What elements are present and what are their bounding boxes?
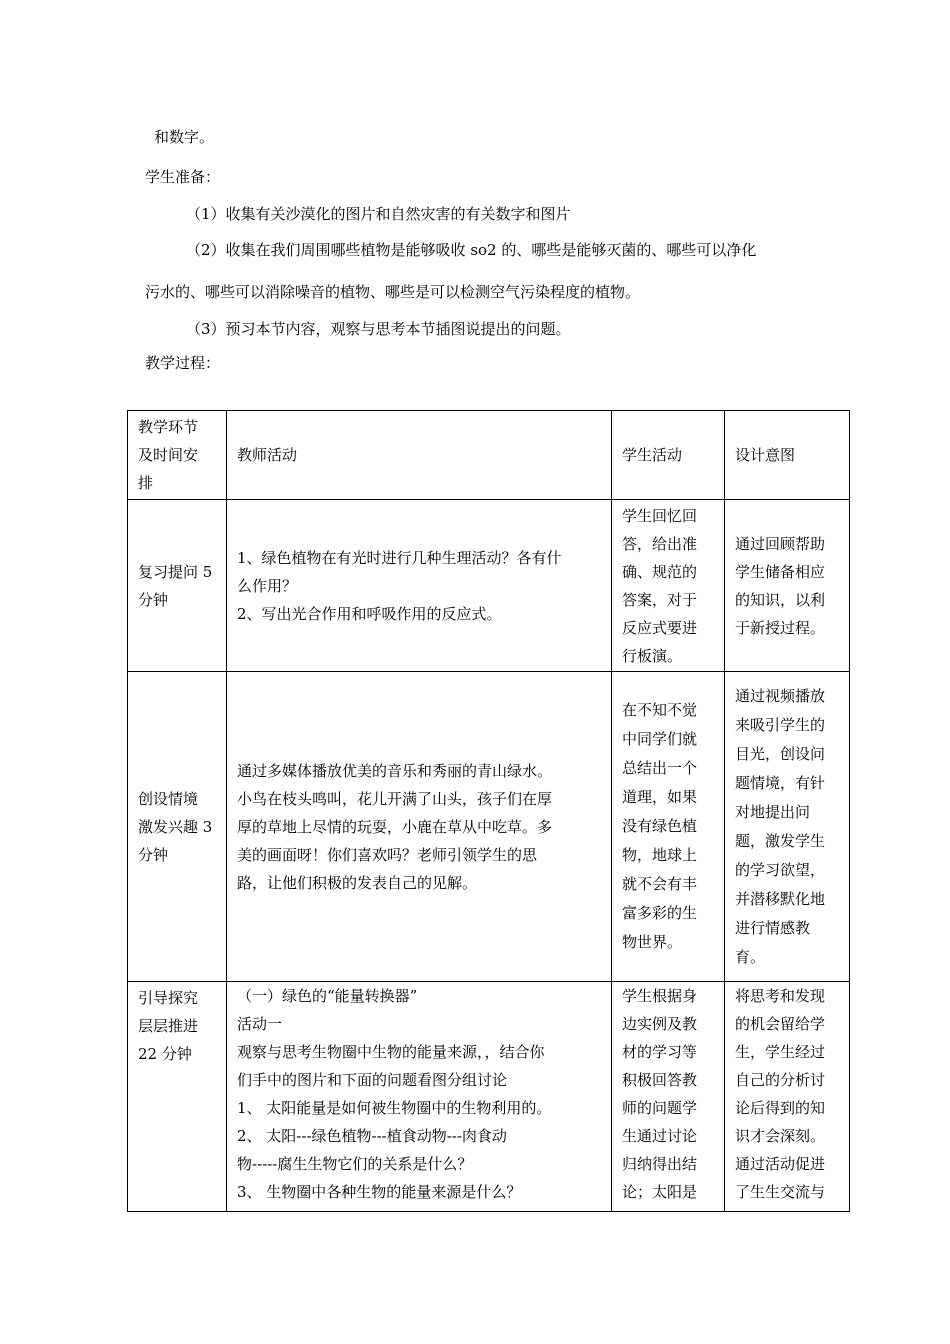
row2-teacher-cell [227,672,612,982]
row2-design-cell [725,672,850,982]
row1-student-cell [612,500,725,672]
row3-design: 将思考和发现 的机会留给学 生，学生经过 自己的分析讨 论后得到的知 识才会深刻。 通过活动促进 了生生交流与 [735,987,826,1201]
row3-stage: 引导探究 层层推进 22 分钟 [138,989,199,1063]
process-heading: 教学过程： [145,354,221,372]
row2-student-cell [612,672,725,982]
row2-teacher: 通过多媒体播放优美的音乐和秀丽的青山绿水。 小鸟在枝头鸣叫，花儿开满了山头，孩子们在厚 厚的草地上尽情的玩耍，小鹿在草从中吃草。多 美的画面呀！你们喜欢吗？老师引领学生的思 路，让他们积极的发表自己的见解。 [237,761,553,892]
header-student-cell [612,411,725,500]
row3-student: 学生根据身 边实例及教 材的学习等 积极回答教 师的问题学 生通过讨论 归纳得出结 论；太阳是 [622,987,698,1201]
header-design-cell [725,411,850,500]
row3-teacher: （一）绿色的“能量转换器” 活动一 观察与思考生物圈中生物的能量来源，，结合你 们手中的图片和下面的问题看图分组讨论 1、 太阳能量是如何被生物圈中的生物利用的。 2、 太阳---绿色植物---植食动物---肉食动 物-----腐生生物它们的关系是什么？ 3、 生物圈中各种生物的能量来源是什么？ [237,987,552,1201]
row3-teacher-cell [227,982,612,1212]
header-teacher-cell [227,411,612,500]
row2-design: 通过视频播放 来吸引学生的 目光，创设问 题情境，有针 对地提出问 题，激发学生 的学习欲望， 并潜移默化地 进行情感教 育。 [735,686,826,966]
header-design: 设计意图 [735,446,796,464]
prep-item-2-line-2: 污水的、哪些可以消除噪音的植物、哪些是可以检测空气污染程度的植物。 [145,283,641,301]
row3-design-cell [725,982,850,1212]
table-row [128,982,850,1212]
header-stage: 教学环节 及时间安 排 [138,418,199,492]
row1-design-cell [725,500,850,672]
row1-design: 通过回顾帮助 学生储备相应 的知识，以利 于新授过程。 [735,534,826,637]
header-teacher: 教师活动 [237,446,298,464]
prep-item-1: （1）收集有关沙漠化的图片和自然灾害的有关数字和图片 [186,205,571,223]
prep-item-2-line-1: （2）收集在我们周围哪些植物是能够吸收 so2 的、哪些是能够灭菌的、哪些可以净化 [186,241,757,259]
header-stage-cell [128,411,227,500]
row1-student: 学生回忆回 答，给出准 确、规范的 答案，对于 反应式要进 行板演。 [622,506,698,665]
row1-stage-cell [128,500,227,672]
text-continuation: 和数字。 [154,128,215,146]
row2-stage-cell [128,672,227,982]
table-header-row [128,411,850,500]
student-prep-heading: 学生准备： [145,168,221,186]
row2-student: 在不知不觉 中同学们就 总结出一个 道理，如果 没有绿色植 物，地球上 就不会有丰 富多彩的生 物世界。 [622,701,698,951]
prep-item-3: （3）预习本节内容，观察与思考本节插图说提出的问题。 [186,320,571,338]
row3-stage-cell [128,982,227,1212]
table-row [128,672,850,982]
row3-student-cell [612,982,725,1212]
row1-teacher: 1、绿色植物在有光时进行几种生理活动？各有什 么作用？ 2、写出光合作用和呼吸作用的反应式。 [237,548,562,623]
row1-stage: 复习提问 5 分钟 [138,562,213,609]
header-student: 学生活动 [622,446,683,464]
row1-teacher-cell [227,500,612,672]
row2-stage: 创设情境 激发兴趣 3 分钟 [138,789,213,864]
lesson-plan-table [127,410,850,1212]
table-row [128,500,850,672]
